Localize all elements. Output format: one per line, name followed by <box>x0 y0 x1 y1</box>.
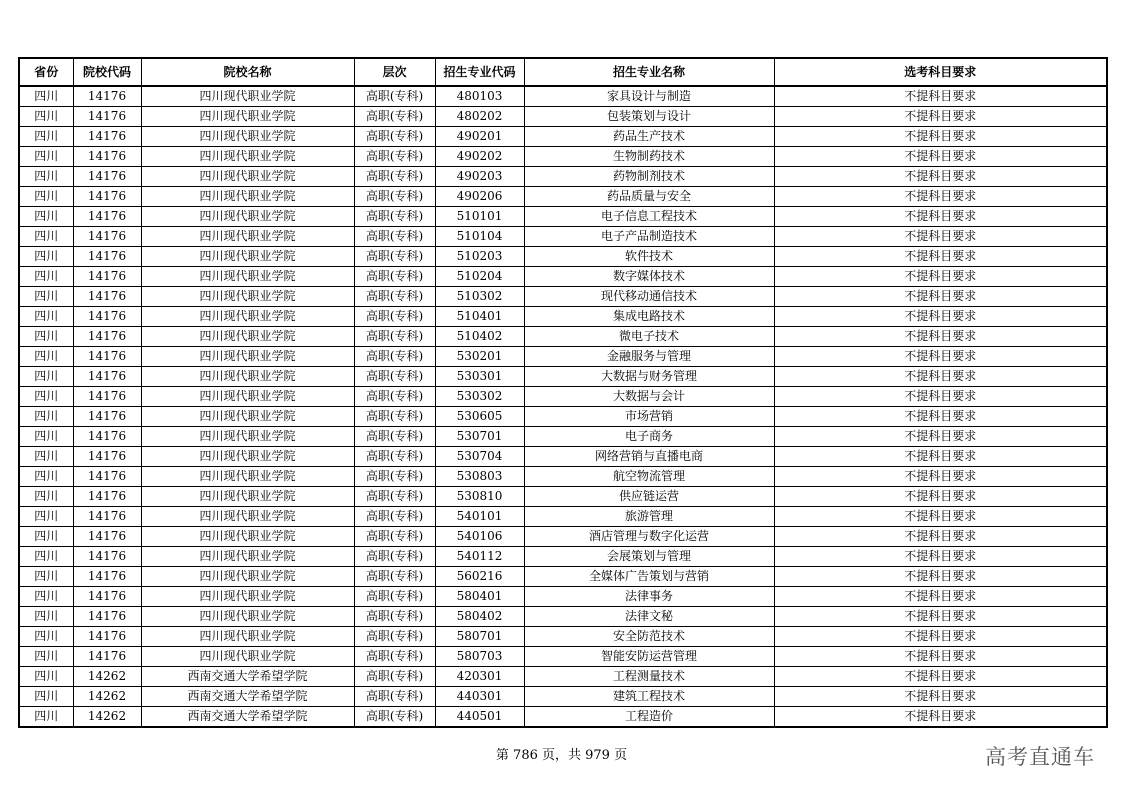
subject-requirement-cell: 不提科目要求 <box>774 127 1107 147</box>
major-name-cell: 软件技术 <box>524 247 774 267</box>
major-code-cell: 510401 <box>435 307 524 327</box>
school-name-cell: 四川现代职业学院 <box>141 347 354 367</box>
province-cell: 四川 <box>19 407 73 427</box>
major-code-cell: 540106 <box>435 527 524 547</box>
school-code-cell: 14176 <box>73 267 141 287</box>
major-code-cell: 530302 <box>435 387 524 407</box>
major-name-cell: 酒店管理与数字化运营 <box>524 527 774 547</box>
major-code-cell: 580401 <box>435 587 524 607</box>
school-name-cell: 西南交通大学希望学院 <box>141 687 354 707</box>
major-name-cell: 工程测量技术 <box>524 667 774 687</box>
table-row <box>19 367 1107 387</box>
province-cell: 四川 <box>19 447 73 467</box>
subject-requirement-cell: 不提科目要求 <box>774 227 1107 247</box>
level-cell: 高职(专科) <box>354 587 435 607</box>
level-cell: 高职(专科) <box>354 127 435 147</box>
subject-requirement-cell: 不提科目要求 <box>774 667 1107 687</box>
school-name-cell: 四川现代职业学院 <box>141 307 354 327</box>
school-name-cell: 西南交通大学希望学院 <box>141 667 354 687</box>
major-name-cell: 法律文秘 <box>524 607 774 627</box>
level-cell: 高职(专科) <box>354 187 435 207</box>
school-name-cell: 四川现代职业学院 <box>141 287 354 307</box>
major-name-cell: 工程造价 <box>524 707 774 728</box>
school-name-cell: 四川现代职业学院 <box>141 267 354 287</box>
major-name-cell: 智能安防运营管理 <box>524 647 774 667</box>
subject-requirement-cell: 不提科目要求 <box>774 567 1107 587</box>
school-name-cell: 四川现代职业学院 <box>141 387 354 407</box>
school-code-cell: 14176 <box>73 527 141 547</box>
school-code-cell: 14176 <box>73 427 141 447</box>
table-row <box>19 587 1107 607</box>
major-code-cell: 440501 <box>435 707 524 728</box>
major-name-cell: 航空物流管理 <box>524 467 774 487</box>
subject-requirement-cell: 不提科目要求 <box>774 707 1107 728</box>
province-cell: 四川 <box>19 467 73 487</box>
major-code-cell: 440301 <box>435 687 524 707</box>
subject-requirement-cell: 不提科目要求 <box>774 507 1107 527</box>
subject-requirement-cell: 不提科目要求 <box>774 467 1107 487</box>
school-code-cell: 14176 <box>73 507 141 527</box>
major-name-cell: 大数据与财务管理 <box>524 367 774 387</box>
header-major-code: 招生专业代码 <box>435 58 524 86</box>
school-code-cell: 14176 <box>73 647 141 667</box>
level-cell: 高职(专科) <box>354 327 435 347</box>
province-cell: 四川 <box>19 547 73 567</box>
table-row <box>19 647 1107 667</box>
school-code-cell: 14176 <box>73 107 141 127</box>
major-name-cell: 法律事务 <box>524 587 774 607</box>
major-name-cell: 生物制药技术 <box>524 147 774 167</box>
subject-requirement-cell: 不提科目要求 <box>774 287 1107 307</box>
province-cell: 四川 <box>19 367 73 387</box>
level-cell: 高职(专科) <box>354 607 435 627</box>
level-cell: 高职(专科) <box>354 707 435 728</box>
school-code-cell: 14176 <box>73 127 141 147</box>
table-row <box>19 247 1107 267</box>
table-row <box>19 547 1107 567</box>
major-code-cell: 510302 <box>435 287 524 307</box>
school-code-cell: 14176 <box>73 307 141 327</box>
school-code-cell: 14176 <box>73 367 141 387</box>
subject-requirement-cell: 不提科目要求 <box>774 687 1107 707</box>
major-code-cell: 510204 <box>435 267 524 287</box>
major-code-cell: 480202 <box>435 107 524 127</box>
major-code-cell: 480103 <box>435 86 524 107</box>
table-row <box>19 427 1107 447</box>
major-code-cell: 530201 <box>435 347 524 367</box>
province-cell: 四川 <box>19 527 73 547</box>
school-code-cell: 14176 <box>73 247 141 267</box>
major-name-cell: 安全防范技术 <box>524 627 774 647</box>
major-code-cell: 420301 <box>435 667 524 687</box>
table-row <box>19 207 1107 227</box>
school-name-cell: 四川现代职业学院 <box>141 587 354 607</box>
major-name-cell: 供应链运营 <box>524 487 774 507</box>
admission-table <box>18 57 1108 728</box>
province-cell: 四川 <box>19 567 73 587</box>
school-name-cell: 四川现代职业学院 <box>141 487 354 507</box>
province-cell: 四川 <box>19 167 73 187</box>
school-name-cell: 四川现代职业学院 <box>141 527 354 547</box>
header-subject-requirement: 选考科目要求 <box>774 58 1107 86</box>
subject-requirement-cell: 不提科目要求 <box>774 527 1107 547</box>
major-name-cell: 全媒体广告策划与营销 <box>524 567 774 587</box>
major-name-cell: 药品生产技术 <box>524 127 774 147</box>
subject-requirement-cell: 不提科目要求 <box>774 627 1107 647</box>
level-cell: 高职(专科) <box>354 107 435 127</box>
page-number: 第 786 页，共 979 页 <box>495 748 628 763</box>
subject-requirement-cell: 不提科目要求 <box>774 267 1107 287</box>
school-code-cell: 14176 <box>73 607 141 627</box>
major-name-cell: 市场营销 <box>524 407 774 427</box>
table-header <box>19 58 1107 86</box>
province-cell: 四川 <box>19 587 73 607</box>
table-row <box>19 627 1107 647</box>
major-name-cell: 数字媒体技术 <box>524 267 774 287</box>
level-cell: 高职(专科) <box>354 227 435 247</box>
major-name-cell: 家具设计与制造 <box>524 86 774 107</box>
major-name-cell: 现代移动通信技术 <box>524 287 774 307</box>
school-code-cell: 14176 <box>73 347 141 367</box>
school-code-cell: 14262 <box>73 687 141 707</box>
province-cell: 四川 <box>19 127 73 147</box>
level-cell: 高职(专科) <box>354 427 435 447</box>
school-code-cell: 14176 <box>73 327 141 347</box>
major-code-cell: 530301 <box>435 367 524 387</box>
school-code-cell: 14176 <box>73 547 141 567</box>
subject-requirement-cell: 不提科目要求 <box>774 307 1107 327</box>
major-code-cell: 580703 <box>435 647 524 667</box>
subject-requirement-cell: 不提科目要求 <box>774 387 1107 407</box>
subject-requirement-cell: 不提科目要求 <box>774 447 1107 467</box>
subject-requirement-cell: 不提科目要求 <box>774 647 1107 667</box>
province-cell: 四川 <box>19 427 73 447</box>
level-cell: 高职(专科) <box>354 347 435 367</box>
school-name-cell: 四川现代职业学院 <box>141 327 354 347</box>
province-cell: 四川 <box>19 507 73 527</box>
school-code-cell: 14176 <box>73 147 141 167</box>
table-row <box>19 327 1107 347</box>
table-row <box>19 507 1107 527</box>
major-code-cell: 530701 <box>435 427 524 447</box>
level-cell: 高职(专科) <box>354 407 435 427</box>
major-code-cell: 530605 <box>435 407 524 427</box>
school-name-cell: 四川现代职业学院 <box>141 627 354 647</box>
major-code-cell: 510402 <box>435 327 524 347</box>
school-name-cell: 四川现代职业学院 <box>141 367 354 387</box>
province-cell: 四川 <box>19 707 73 728</box>
school-name-cell: 四川现代职业学院 <box>141 567 354 587</box>
province-cell: 四川 <box>19 607 73 627</box>
school-name-cell: 四川现代职业学院 <box>141 147 354 167</box>
table-row <box>19 667 1107 687</box>
school-name-cell: 四川现代职业学院 <box>141 507 354 527</box>
level-cell: 高职(专科) <box>354 527 435 547</box>
level-cell: 高职(专科) <box>354 487 435 507</box>
level-cell: 高职(专科) <box>354 167 435 187</box>
table-row <box>19 107 1107 127</box>
province-cell: 四川 <box>19 687 73 707</box>
school-name-cell: 四川现代职业学院 <box>141 247 354 267</box>
major-code-cell: 560216 <box>435 567 524 587</box>
level-cell: 高职(专科) <box>354 447 435 467</box>
school-name-cell: 四川现代职业学院 <box>141 107 354 127</box>
school-name-cell: 四川现代职业学院 <box>141 447 354 467</box>
school-name-cell: 四川现代职业学院 <box>141 187 354 207</box>
province-cell: 四川 <box>19 487 73 507</box>
major-code-cell: 490203 <box>435 167 524 187</box>
major-name-cell: 电子信息工程技术 <box>524 207 774 227</box>
major-code-cell: 510101 <box>435 207 524 227</box>
table-row <box>19 287 1107 307</box>
major-code-cell: 510203 <box>435 247 524 267</box>
school-name-cell: 四川现代职业学院 <box>141 607 354 627</box>
major-name-cell: 旅游管理 <box>524 507 774 527</box>
table-row <box>19 167 1107 187</box>
province-cell: 四川 <box>19 267 73 287</box>
province-cell: 四川 <box>19 327 73 347</box>
school-name-cell: 四川现代职业学院 <box>141 547 354 567</box>
school-name-cell: 四川现代职业学院 <box>141 227 354 247</box>
level-cell: 高职(专科) <box>354 547 435 567</box>
province-cell: 四川 <box>19 147 73 167</box>
major-name-cell: 电子产品制造技术 <box>524 227 774 247</box>
school-code-cell: 14176 <box>73 587 141 607</box>
school-name-cell: 四川现代职业学院 <box>141 467 354 487</box>
school-name-cell: 四川现代职业学院 <box>141 427 354 447</box>
school-code-cell: 14262 <box>73 667 141 687</box>
subject-requirement-cell: 不提科目要求 <box>774 407 1107 427</box>
major-name-cell: 大数据与会计 <box>524 387 774 407</box>
province-cell: 四川 <box>19 347 73 367</box>
level-cell: 高职(专科) <box>354 207 435 227</box>
school-name-cell: 四川现代职业学院 <box>141 86 354 107</box>
school-code-cell: 14176 <box>73 467 141 487</box>
school-name-cell: 四川现代职业学院 <box>141 647 354 667</box>
table-row <box>19 607 1107 627</box>
school-code-cell: 14262 <box>73 707 141 728</box>
level-cell: 高职(专科) <box>354 287 435 307</box>
table-row <box>19 527 1107 547</box>
major-name-cell: 药物制剂技术 <box>524 167 774 187</box>
table-row <box>19 307 1107 327</box>
level-cell: 高职(专科) <box>354 687 435 707</box>
subject-requirement-cell: 不提科目要求 <box>774 187 1107 207</box>
header-school-code: 院校代码 <box>73 58 141 86</box>
table-row <box>19 127 1107 147</box>
major-code-cell: 540101 <box>435 507 524 527</box>
school-name-cell: 四川现代职业学院 <box>141 407 354 427</box>
subject-requirement-cell: 不提科目要求 <box>774 367 1107 387</box>
major-code-cell: 490202 <box>435 147 524 167</box>
province-cell: 四川 <box>19 86 73 107</box>
school-code-cell: 14176 <box>73 447 141 467</box>
school-code-cell: 14176 <box>73 167 141 187</box>
subject-requirement-cell: 不提科目要求 <box>774 547 1107 567</box>
province-cell: 四川 <box>19 227 73 247</box>
school-name-cell: 四川现代职业学院 <box>141 207 354 227</box>
major-code-cell: 540112 <box>435 547 524 567</box>
table-row <box>19 447 1107 467</box>
level-cell: 高职(专科) <box>354 667 435 687</box>
subject-requirement-cell: 不提科目要求 <box>774 147 1107 167</box>
school-code-cell: 14176 <box>73 487 141 507</box>
school-code-cell: 14176 <box>73 387 141 407</box>
subject-requirement-cell: 不提科目要求 <box>774 86 1107 107</box>
school-code-cell: 14176 <box>73 407 141 427</box>
table-row <box>19 227 1107 247</box>
school-name-cell: 四川现代职业学院 <box>141 167 354 187</box>
subject-requirement-cell: 不提科目要求 <box>774 207 1107 227</box>
level-cell: 高职(专科) <box>354 627 435 647</box>
table-row <box>19 86 1107 107</box>
school-code-cell: 14176 <box>73 627 141 647</box>
level-cell: 高职(专科) <box>354 147 435 167</box>
subject-requirement-cell: 不提科目要求 <box>774 607 1107 627</box>
subject-requirement-cell: 不提科目要求 <box>774 247 1107 267</box>
table-row <box>19 567 1107 587</box>
school-name-cell: 西南交通大学希望学院 <box>141 707 354 728</box>
school-code-cell: 14176 <box>73 207 141 227</box>
major-name-cell: 药品质量与安全 <box>524 187 774 207</box>
province-cell: 四川 <box>19 107 73 127</box>
level-cell: 高职(专科) <box>354 507 435 527</box>
header-level: 层次 <box>354 58 435 86</box>
school-code-cell: 14176 <box>73 287 141 307</box>
major-name-cell: 电子商务 <box>524 427 774 447</box>
province-cell: 四川 <box>19 647 73 667</box>
level-cell: 高职(专科) <box>354 307 435 327</box>
table-row <box>19 267 1107 287</box>
header-school-name: 院校名称 <box>141 58 354 86</box>
level-cell: 高职(专科) <box>354 567 435 587</box>
major-name-cell: 包装策划与设计 <box>524 107 774 127</box>
province-cell: 四川 <box>19 287 73 307</box>
school-code-cell: 14176 <box>73 86 141 107</box>
level-cell: 高职(专科) <box>354 467 435 487</box>
subject-requirement-cell: 不提科目要求 <box>774 107 1107 127</box>
header-province: 省份 <box>19 58 73 86</box>
table-row <box>19 387 1107 407</box>
major-code-cell: 510104 <box>435 227 524 247</box>
major-name-cell: 网络营销与直播电商 <box>524 447 774 467</box>
major-code-cell: 490201 <box>435 127 524 147</box>
major-name-cell: 金融服务与管理 <box>524 347 774 367</box>
major-name-cell: 集成电路技术 <box>524 307 774 327</box>
table-row <box>19 407 1107 427</box>
table-body <box>19 86 1107 727</box>
major-code-cell: 530810 <box>435 487 524 507</box>
table-row <box>19 187 1107 207</box>
level-cell: 高职(专科) <box>354 387 435 407</box>
province-cell: 四川 <box>19 207 73 227</box>
level-cell: 高职(专科) <box>354 86 435 107</box>
major-code-cell: 580701 <box>435 627 524 647</box>
table-row <box>19 487 1107 507</box>
watermark-text: 高考直通车 <box>985 745 1095 769</box>
subject-requirement-cell: 不提科目要求 <box>774 587 1107 607</box>
subject-requirement-cell: 不提科目要求 <box>774 347 1107 367</box>
level-cell: 高职(专科) <box>354 647 435 667</box>
major-code-cell: 530704 <box>435 447 524 467</box>
level-cell: 高职(专科) <box>354 367 435 387</box>
school-code-cell: 14176 <box>73 567 141 587</box>
table-row <box>19 147 1107 167</box>
school-code-cell: 14176 <box>73 187 141 207</box>
province-cell: 四川 <box>19 307 73 327</box>
level-cell: 高职(专科) <box>354 267 435 287</box>
major-code-cell: 530803 <box>435 467 524 487</box>
subject-requirement-cell: 不提科目要求 <box>774 327 1107 347</box>
level-cell: 高职(专科) <box>354 247 435 267</box>
subject-requirement-cell: 不提科目要求 <box>774 167 1107 187</box>
province-cell: 四川 <box>19 627 73 647</box>
major-code-cell: 490206 <box>435 187 524 207</box>
table-row <box>19 467 1107 487</box>
major-name-cell: 建筑工程技术 <box>524 687 774 707</box>
major-code-cell: 580402 <box>435 607 524 627</box>
major-name-cell: 会展策划与管理 <box>524 547 774 567</box>
province-cell: 四川 <box>19 387 73 407</box>
table-row <box>19 347 1107 367</box>
table-row <box>19 707 1107 728</box>
subject-requirement-cell: 不提科目要求 <box>774 427 1107 447</box>
subject-requirement-cell: 不提科目要求 <box>774 487 1107 507</box>
school-code-cell: 14176 <box>73 227 141 247</box>
header-row <box>19 58 1107 86</box>
header-major-name: 招生专业名称 <box>524 58 774 86</box>
province-cell: 四川 <box>19 247 73 267</box>
province-cell: 四川 <box>19 667 73 687</box>
major-name-cell: 微电子技术 <box>524 327 774 347</box>
school-name-cell: 四川现代职业学院 <box>141 127 354 147</box>
table-row <box>19 687 1107 707</box>
province-cell: 四川 <box>19 187 73 207</box>
